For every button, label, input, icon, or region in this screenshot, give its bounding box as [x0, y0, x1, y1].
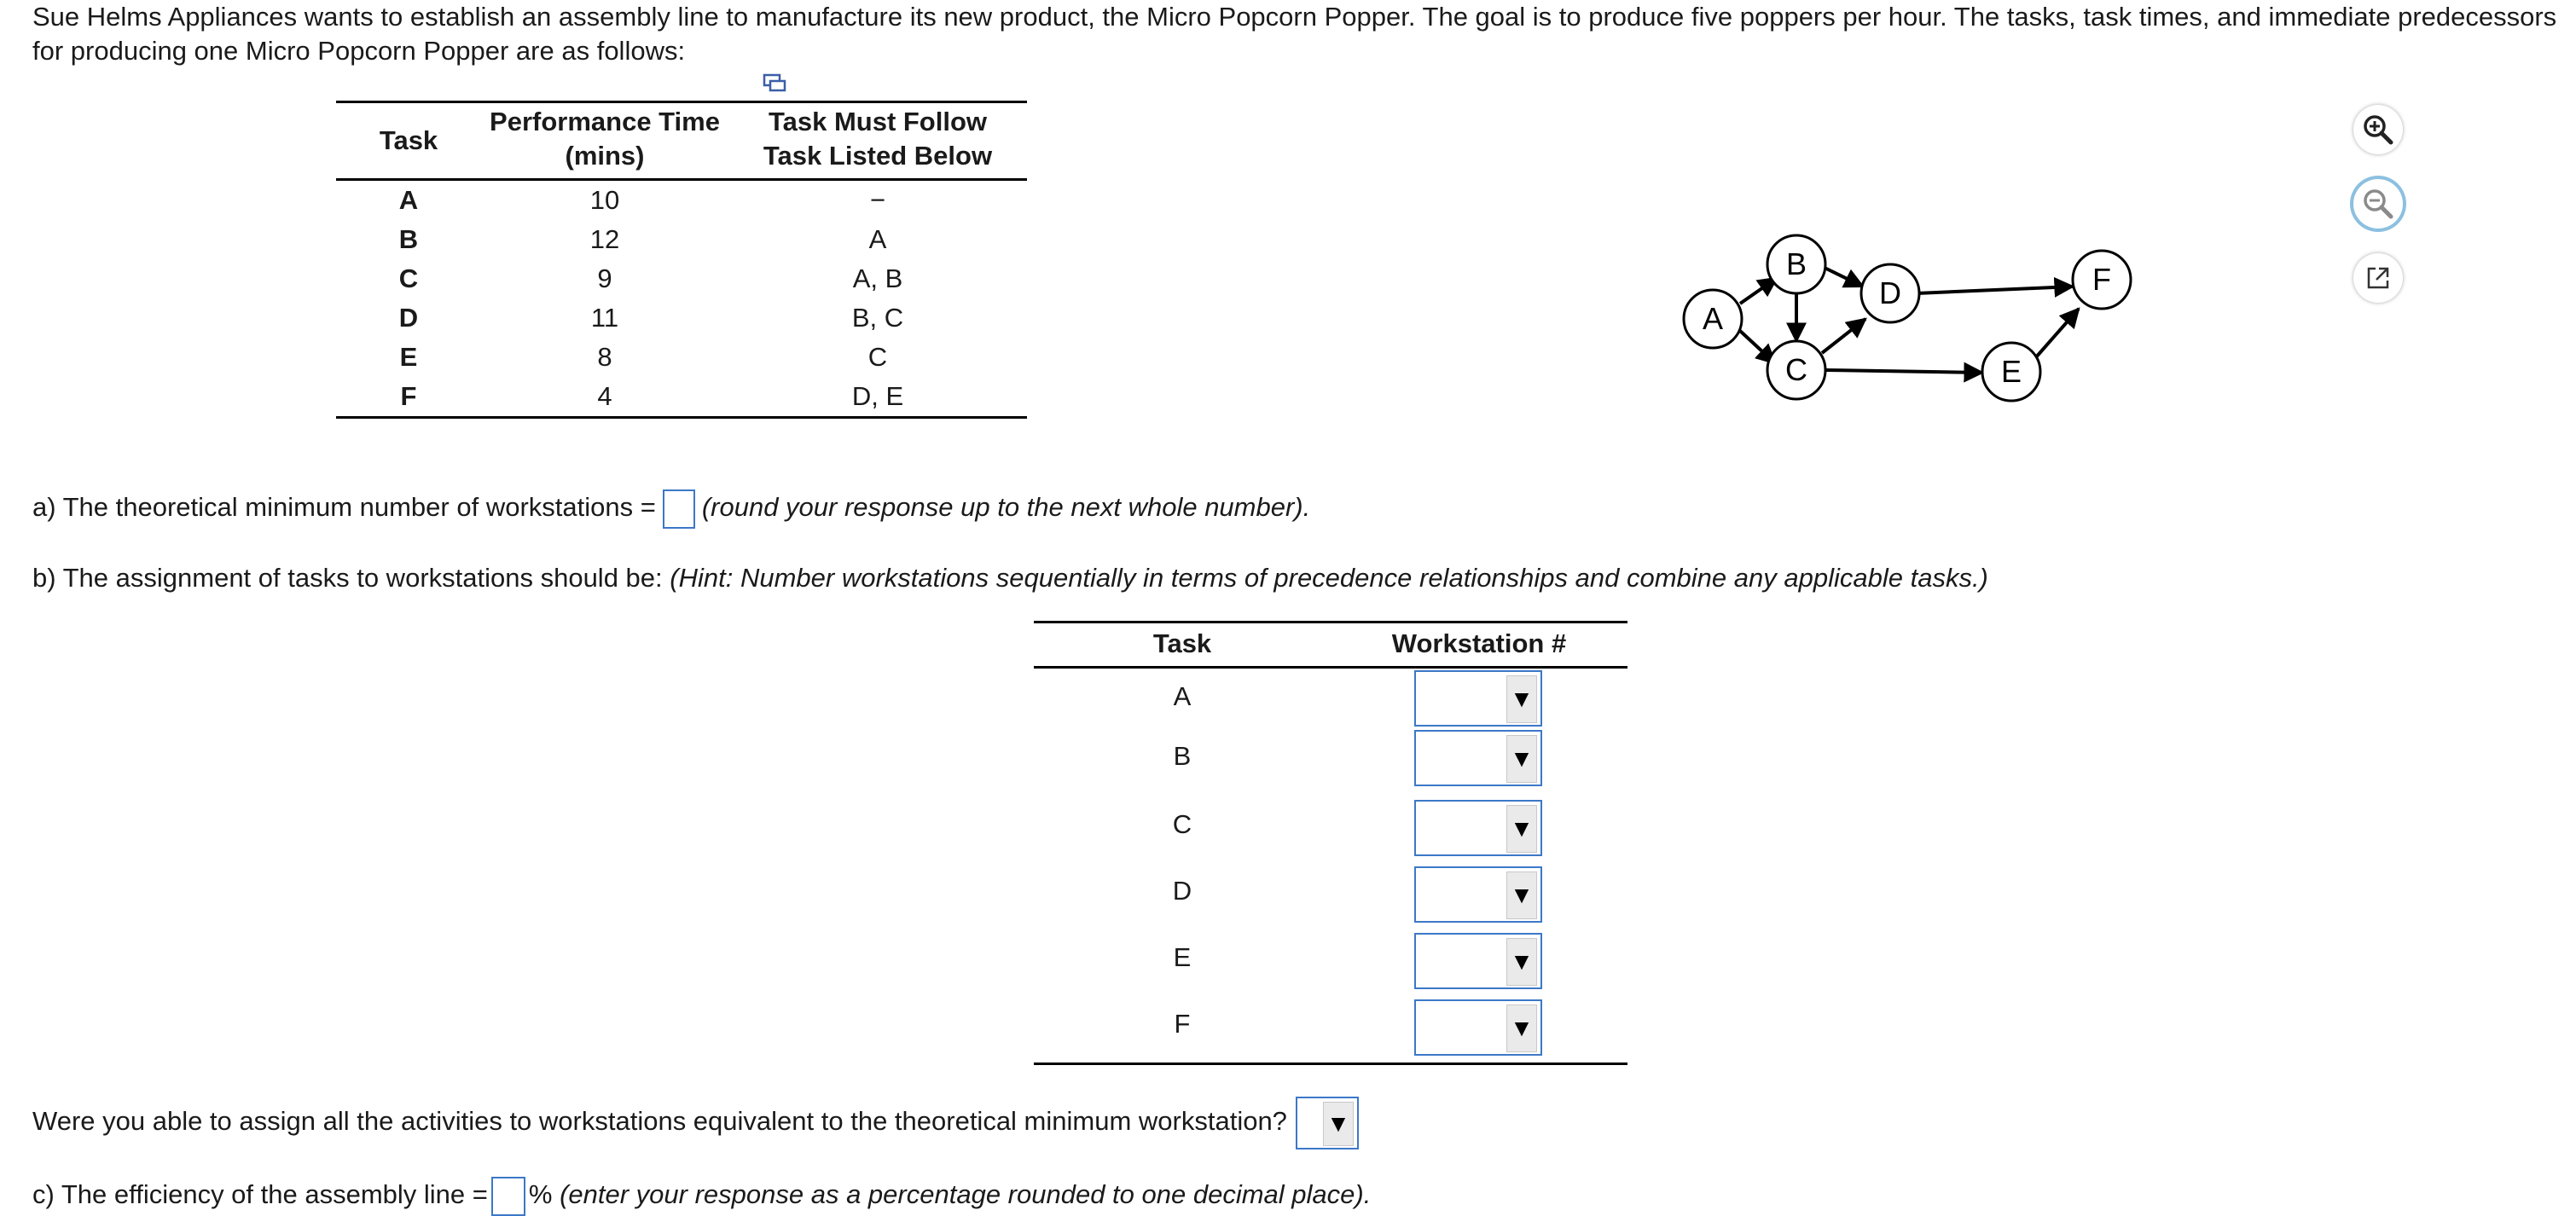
node-label: F: [2092, 262, 2111, 297]
time-cell: 4: [597, 381, 612, 411]
pred-cell: A, B: [852, 263, 903, 293]
question-a: [32, 486, 1310, 529]
chevron-down-icon: ▼: [1506, 871, 1537, 919]
question-theoretical-min-text: Were you able to assign all the activities to workstations equivalent to the theoretical minimum workstation?: [32, 1106, 1287, 1137]
table-row: [1034, 994, 1627, 1063]
question-b-prefix: b) The assignment of tasks to workstations should be:: [32, 563, 663, 593]
table-row: [336, 338, 1027, 377]
chevron-down-icon: ▼: [1506, 805, 1537, 853]
pred-cell: B, C: [851, 303, 904, 333]
chevron-down-icon: ▼: [1506, 1005, 1537, 1052]
workstation-select-c[interactable]: [1414, 800, 1542, 856]
table-row: [336, 377, 1027, 416]
task-table-header: [336, 103, 1027, 181]
task-cell: B: [398, 224, 419, 254]
pred-cell: −: [869, 185, 886, 215]
precedence-network-diagram: [1655, 229, 2150, 408]
copy-icon[interactable]: [763, 73, 786, 92]
table-row: [1034, 730, 1627, 795]
node-label: B: [1785, 246, 1807, 281]
workstation-select-d[interactable]: [1414, 866, 1542, 923]
chevron-down-icon: ▼: [1506, 675, 1537, 723]
question-theoretical-min: [32, 1097, 1359, 1149]
node-label: D: [1879, 275, 1901, 310]
time-cell: 9: [597, 263, 612, 293]
header-task: Task: [1152, 628, 1212, 658]
edge-e-f: [2035, 309, 2079, 358]
task-cell: D: [398, 303, 419, 333]
chevron-down-icon: ▼: [1506, 938, 1537, 986]
time-cell: 8: [597, 342, 612, 372]
time-cell: 12: [589, 224, 620, 254]
workstation-select-a[interactable]: [1414, 670, 1542, 727]
percent-sign: %: [528, 1179, 553, 1209]
time-cell: 10: [589, 185, 620, 215]
task-cell: C: [398, 263, 419, 293]
pred-cell: C: [867, 342, 888, 372]
zoom-in-button[interactable]: [2353, 105, 2403, 154]
efficiency-input[interactable]: [491, 1177, 525, 1216]
popout-button[interactable]: [2353, 253, 2403, 303]
workstation-table: [1034, 621, 1627, 1065]
task-label: E: [1173, 942, 1192, 972]
table-row: [336, 181, 1027, 220]
table-row: [1034, 669, 1627, 730]
edge-b-d: [1823, 267, 1863, 287]
popout-icon: [2361, 261, 2395, 295]
question-c: [32, 1173, 1371, 1216]
edge-c-d: [1822, 319, 1865, 353]
question-b-hint: (Hint: Number workstations sequentially in terms of precedence relationships and combine any applicable tasks.): [670, 563, 1988, 593]
table-row: [336, 220, 1027, 259]
header-time-line1: Performance Time: [490, 107, 720, 136]
chevron-down-icon: ▼: [1506, 735, 1537, 783]
yes-no-select[interactable]: [1296, 1097, 1359, 1149]
task-cell: E: [399, 342, 418, 372]
question-a-hint: (round your response up to the next whole number).: [701, 492, 1311, 522]
min-workstations-input[interactable]: [663, 489, 695, 529]
question-c-prefix: c) The efficiency of the assembly line =: [32, 1179, 488, 1209]
edge-c-e: [1826, 370, 1982, 373]
chevron-down-icon: ▼: [1323, 1102, 1354, 1146]
question-a-prefix: a) The theoretical minimum number of workstations =: [32, 492, 656, 522]
edge-a-b: [1740, 278, 1777, 304]
task-cell: A: [398, 185, 419, 215]
workstation-select-b[interactable]: [1414, 730, 1542, 786]
node-label: A: [1702, 301, 1724, 336]
task-cell: F: [400, 381, 417, 411]
header-task: Task: [379, 125, 438, 155]
workstation-select-e[interactable]: [1414, 933, 1542, 989]
task-label: C: [1172, 809, 1192, 839]
table-row: [1034, 928, 1627, 994]
question-c-hint: (enter your response as a percentage rounded to one decimal place).: [560, 1179, 1372, 1209]
task-label: F: [1174, 1009, 1191, 1039]
pred-cell: A: [868, 224, 887, 254]
edge-d-f: [1917, 287, 2073, 293]
pred-cell: D, E: [851, 381, 904, 411]
time-cell: 11: [590, 303, 619, 333]
header-follow-line1: Task Must Follow: [768, 107, 988, 136]
table-row: [1034, 861, 1627, 928]
table-row: [1034, 795, 1627, 861]
node-label: E: [2000, 354, 2022, 389]
zoom-in-icon: [2361, 113, 2395, 147]
problem-intro: Sue Helms Appliances wants to establish an assembly line to manufacture its new product, the Micro Popcorn Popper. The goal is to produce five poppers per hour. The tasks, task times, and immediate predecessors for producing one Micro Popcorn Popper are as follows:: [32, 2, 2557, 66]
task-label: D: [1172, 876, 1192, 906]
workstation-table-header: [1034, 623, 1627, 669]
workstation-select-f[interactable]: [1414, 999, 1542, 1056]
node-label: C: [1785, 352, 1807, 387]
header-time-line2: (mins): [565, 141, 645, 171]
table-row: [336, 298, 1027, 338]
question-b: [32, 559, 1988, 597]
task-table: [336, 101, 1027, 419]
header-follow-line2: Task Listed Below: [763, 141, 993, 171]
zoom-out-icon: [2361, 187, 2395, 221]
table-row: [336, 259, 1027, 298]
task-label: A: [1173, 681, 1192, 711]
header-workstation: Workstation #: [1391, 628, 1567, 658]
zoom-out-button[interactable]: [2353, 179, 2403, 229]
task-label: B: [1173, 741, 1192, 771]
